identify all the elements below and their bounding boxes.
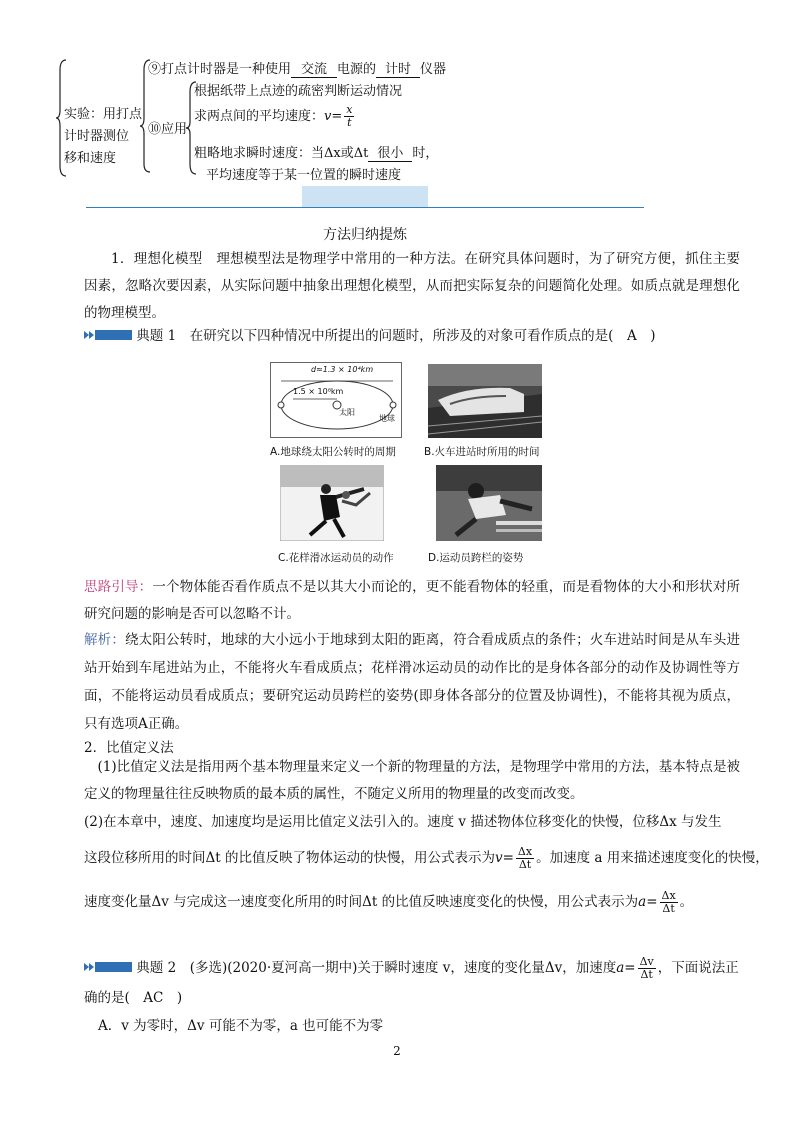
example1-text: 在研究以下四种情况中所提出的问题时，所涉及的对象可看作质点的是( A ): [189, 328, 656, 344]
item9-blank-1: 交流: [291, 63, 337, 78]
paragraph-ratio-definition: (1)比值定义法是指用两个基本物理量来定义一个新的物理量的方法，是物理学中常用的方法，基本特点是被定义的物理量往往反映物质的最本质的属性，不随定义所用的物理量的改变而改变。: [84, 759, 740, 802]
velocity-numerator: Δx: [517, 845, 533, 858]
orbit-earth-label: 地球: [379, 414, 395, 423]
root-label-line: 实验：用打点: [64, 107, 143, 122]
velocity-fraction: [516, 846, 534, 871]
example2-line1: [84, 956, 739, 981]
use3-blank: 很小: [368, 147, 412, 162]
acceleration-numerator: Δx: [661, 889, 676, 902]
example2-var: a=: [616, 960, 636, 976]
example1-line: [84, 324, 655, 349]
example2-numerator: Δv: [639, 955, 654, 968]
hint-label: 思路引导：: [84, 579, 153, 595]
item9-blank-2: 计时: [376, 63, 420, 78]
figure-b-train-photo: [428, 364, 542, 438]
example1-label: 典题 1: [136, 328, 177, 344]
example2-suffix: ，下面说法正: [657, 960, 739, 976]
orbit-sun-label: 太阳: [339, 408, 355, 417]
orbit-r-label: 1.5 × 10⁸km: [293, 387, 344, 396]
figure-c-caption: C.花样滑冰运动员的动作: [278, 552, 394, 564]
example-tag-icon: [84, 961, 132, 977]
figure-c-skating-photo: [280, 465, 384, 541]
use3-prefix: 粗略地求瞬时速度：当Δx或Δt: [194, 146, 369, 161]
item9-suffix: 仪器: [420, 62, 447, 77]
use2-prefix: 求两点间的平均速度：: [194, 109, 325, 124]
use2-denominator: t: [347, 116, 352, 129]
acceleration-var: a=: [638, 894, 658, 910]
velocity-var: v=: [494, 850, 514, 866]
figure-d-caption: D.运动员跨栏的姿势: [428, 552, 524, 564]
example2-line2: 确的是( AC ): [84, 990, 183, 1006]
section-title: 方法归纳提炼: [323, 227, 407, 243]
figure-a-orbit: [270, 362, 402, 438]
root-label-line: 移和速度: [64, 151, 117, 166]
para3-line3-prefix: 速度变化量Δv 与完成这一速度变化所用的时间Δt 的比值反映速度变化的快慢，用公式表示为: [84, 894, 639, 910]
heading-ratio-method: 2．比值定义法: [84, 740, 174, 756]
example-tag-icon: [84, 325, 132, 349]
example2-denominator: Δt: [640, 968, 653, 981]
analysis-label: 解析：: [84, 632, 126, 648]
acceleration-denominator: Δt: [662, 902, 675, 915]
use2-var: v=: [324, 109, 343, 124]
example2-fraction: [638, 956, 656, 981]
orbit-diagram: [271, 363, 401, 437]
analysis-text: 绕太阳公转时，地球的大小远小于地球到太阳的距离，符合看成质点的条件；火车进站时间是从车头进站开始到车尾进站为止，不能将火车看成质点；花样滑冰运动员的动作比的是身体各部分的动作及协调性等方面，不能将运动员看成质点；要研究运动员跨栏的姿势(即身体各部分的位置及协调性)，不能将其视为质点，只有选项A正确。: [84, 632, 741, 732]
para3-line2-suffix: 。加速度 a 用来描述速度变化的快慢，: [536, 850, 769, 866]
option-a: A．v 为零时，Δv 可能不为零，a 也可能不为零: [98, 1018, 384, 1034]
page-number: 2: [393, 1044, 401, 1058]
velocity-denominator: Δt: [518, 858, 532, 871]
para3-line2: [84, 846, 769, 871]
figure-b-caption: B.火车进站时所用的时间: [424, 446, 540, 458]
para3-line3: [84, 890, 693, 915]
section-title-band: [302, 186, 428, 208]
outline-use-4: 平均速度等于某一位置的瞬时速度: [206, 168, 402, 183]
root-label-line: 计时器测位: [64, 129, 130, 144]
hint-text: 一个物体能否看作质点不是以其大小而论的，更不能看物体的轻重，而是看物体的大小和形状对所研究问题的影响是否可以忽略不计。: [84, 579, 741, 622]
example2-label: 典题 2: [136, 960, 177, 976]
figure-a-caption: A.地球绕太阳公转时的周期: [270, 446, 396, 458]
section-rule: [86, 207, 644, 208]
example2-prefix: (多选)(2020·夏河高一期中)关于瞬时速度 v，速度的变化量Δv，加速度: [189, 960, 617, 976]
outline-use-2: [194, 104, 356, 129]
acceleration-fraction: [660, 890, 678, 915]
figure-d-hurdle-photo: [436, 465, 542, 541]
item9-prefix: ⑨打点计时器是一种使用: [148, 62, 292, 77]
para3-line3-suffix: 。: [679, 894, 694, 910]
use2-fraction: [344, 104, 354, 129]
orbit-d-label: d≈1.3 × 10⁴km: [311, 365, 374, 374]
outline-use-3: [194, 142, 438, 162]
outline-use-1: 根据纸带上点迹的疏密判断运动情况: [194, 84, 403, 99]
outline-item9: [148, 58, 446, 78]
outline-item10-label: ⑩应用: [148, 122, 188, 137]
use3-suffix: 时，: [412, 146, 439, 161]
hint-paragraph: [84, 574, 740, 628]
use2-numerator: x: [346, 103, 353, 116]
outline-root-label: [64, 104, 142, 170]
para3-line1: (2)在本章中，速度、加速度均是运用比值定义法引入的。速度 v 描述物体位移变化的快慢，位移Δx 与发生: [84, 814, 722, 830]
paragraph-ideal-model: 1．理想化模型 理想模型法是物理学中常用的一种方法。在研究具体问题时，为了研究方便，抓住主要因素，忽略次要因素，从实际问题中抽象出理想化模型，从而把实际复杂的问题简化处理。如质点就是理想化的物理模型。: [84, 251, 740, 321]
para3-line2-prefix: 这段位移所用的时间Δt 的比值反映了物体运动的快慢，用公式表示为: [84, 850, 495, 866]
item9-mid: 电源的: [337, 62, 377, 77]
analysis-paragraph: [84, 626, 740, 738]
